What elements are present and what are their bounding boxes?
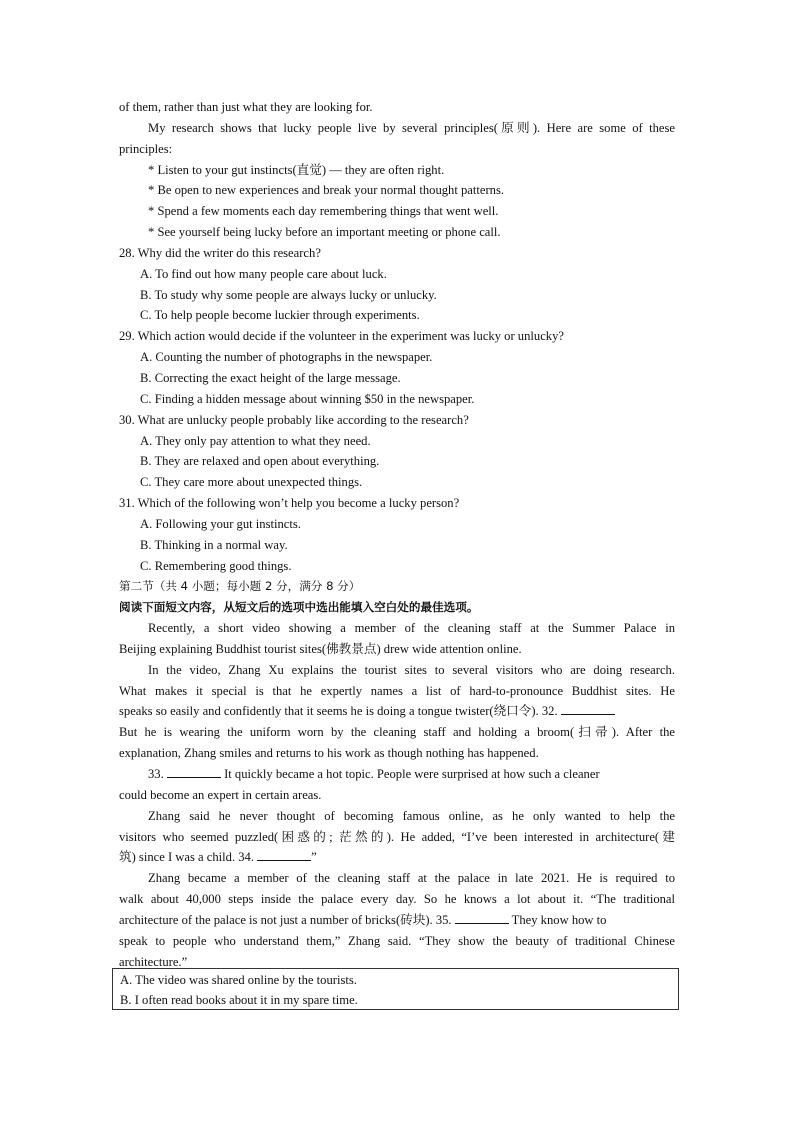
principle-item: * Be open to new experiences and break your normal thought patterns. bbox=[148, 183, 505, 198]
passage-line-with-blank bbox=[119, 910, 675, 931]
passage-line-with-blank bbox=[119, 847, 675, 868]
principle-item: * See yourself being lucky before an important meeting or phone call. bbox=[148, 225, 501, 240]
reading-text-line: principles: bbox=[119, 141, 173, 156]
principle-item: * Listen to your gut instincts(直觉) — they are often right. bbox=[148, 162, 445, 177]
blank-32[interactable] bbox=[561, 702, 615, 715]
choices-box bbox=[112, 968, 679, 1010]
option-c[interactable]: C. To help people become luckier through experiments. bbox=[140, 308, 420, 323]
passage-line: But he is wearing the uniform worn by the cleaning staff and holding a broom(扫帚). After the bbox=[119, 725, 675, 740]
passage-text: They know how to bbox=[511, 912, 607, 927]
passage-line: visitors who seemed puzzled(困惑的; 茫然的). He added, “I’ve been interested in architecture(建 bbox=[119, 829, 675, 844]
choice-a[interactable]: A. The video was shared online by the tourists. bbox=[120, 973, 357, 987]
passage-text: ” bbox=[311, 850, 317, 865]
passage-text: speaks so easily and confidently that it seems he is doing a tongue twister(绕口令). 32. bbox=[119, 704, 558, 719]
option-b[interactable]: B. To study why some people are always lucky or unlucky. bbox=[140, 287, 437, 302]
question-29 bbox=[119, 326, 675, 409]
option-b[interactable]: B. Correcting the exact height of the large message. bbox=[140, 370, 401, 385]
passage-line: Zhang said he never thought of becoming famous online, as he only wanted to help the bbox=[148, 808, 675, 823]
option-c[interactable]: C. Remembering good things. bbox=[140, 558, 292, 573]
passage-line: walk about 40,000 steps inside the palace every day. So he knows a lot about it. “The traditional bbox=[119, 892, 675, 907]
option-c[interactable]: C. They care more about unexpected things. bbox=[140, 475, 363, 490]
passage-text: architecture of the palace is not just a number of bricks(砖块). 35. bbox=[119, 912, 452, 927]
blank-number: 33. bbox=[148, 767, 164, 781]
option-c[interactable]: C. Finding a hidden message about winning $50 in the newspaper. bbox=[140, 391, 475, 406]
option-a[interactable]: A. Counting the number of photographs in the newspaper. bbox=[140, 350, 433, 365]
blank-33[interactable] bbox=[167, 765, 221, 778]
question-28 bbox=[119, 243, 675, 326]
choice-b[interactable]: B. I often read books about it in my spare time. bbox=[120, 992, 358, 1007]
passage-text: 筑) since I was a child. 34. bbox=[119, 850, 254, 865]
option-a[interactable]: A. To find out how many people care about luck. bbox=[140, 266, 387, 281]
question-stem: 30. What are unlucky people probably like according to the research? bbox=[119, 412, 469, 427]
passage-line: Beijing explaining Buddhist tourist sites(佛教景点) drew wide attention online. bbox=[119, 641, 522, 656]
option-a[interactable]: A. They only pay attention to what they need. bbox=[140, 433, 371, 448]
passage-text: It quickly became a hot topic. People were surprised at how such a cleaner bbox=[224, 767, 600, 781]
passage-line: What makes it special is that he expertly names a list of hard-to-pronounce Buddhist sites. He bbox=[119, 683, 675, 698]
option-a[interactable]: A. Following your gut instincts. bbox=[140, 516, 301, 531]
blank-35[interactable] bbox=[455, 911, 509, 924]
passage-line: In the video, Zhang Xu explains the tourist sites to several visitors who are doing research. bbox=[148, 662, 675, 677]
question-stem: 29. Which action would decide if the volunteer in the experiment was lucky or unlucky? bbox=[119, 329, 564, 344]
exam-page bbox=[119, 97, 675, 972]
question-stem: 31. Which of the following won’t help you become a lucky person? bbox=[119, 496, 460, 511]
passage-line-with-blank bbox=[119, 764, 675, 785]
question-31 bbox=[119, 493, 675, 576]
passage-line: Zhang became a member of the cleaning staff at the palace in late 2021. He is required to bbox=[148, 871, 675, 886]
passage-line: speak to people who understand them,” Zhang said. “They show the beauty of traditional Chinese bbox=[119, 933, 675, 948]
option-b[interactable]: B. They are relaxed and open about everything. bbox=[140, 454, 380, 469]
passage-line-with-blank bbox=[119, 701, 675, 722]
section-instruction: 阅读下面短文内容，从短文后的选项中选出能填入空白处的最佳选项。 bbox=[119, 600, 479, 615]
question-30 bbox=[119, 410, 675, 493]
passage-line: Recently, a short video showing a member of the cleaning staff at the Summer Palace in bbox=[148, 621, 675, 636]
reading-text-line: of them, rather than just what they are looking for. bbox=[119, 100, 373, 114]
question-stem: 28. Why did the writer do this research? bbox=[119, 245, 321, 260]
passage-line: explanation, Zhang smiles and returns to his work as though nothing has happened. bbox=[119, 746, 539, 761]
principle-item: * Spend a few moments each day remembering things that went well. bbox=[148, 204, 499, 219]
section-heading: 第二节（共 4 小题；每小题 2 分，满分 8 分） bbox=[119, 579, 361, 594]
option-b[interactable]: B. Thinking in a normal way. bbox=[140, 537, 288, 552]
reading-text-line: My research shows that lucky people live by several principles(原则). Here are some of these bbox=[148, 120, 675, 135]
passage-line: architecture.” bbox=[119, 954, 188, 969]
blank-34[interactable] bbox=[257, 848, 311, 861]
passage-line: could become an expert in certain areas. bbox=[119, 787, 322, 802]
